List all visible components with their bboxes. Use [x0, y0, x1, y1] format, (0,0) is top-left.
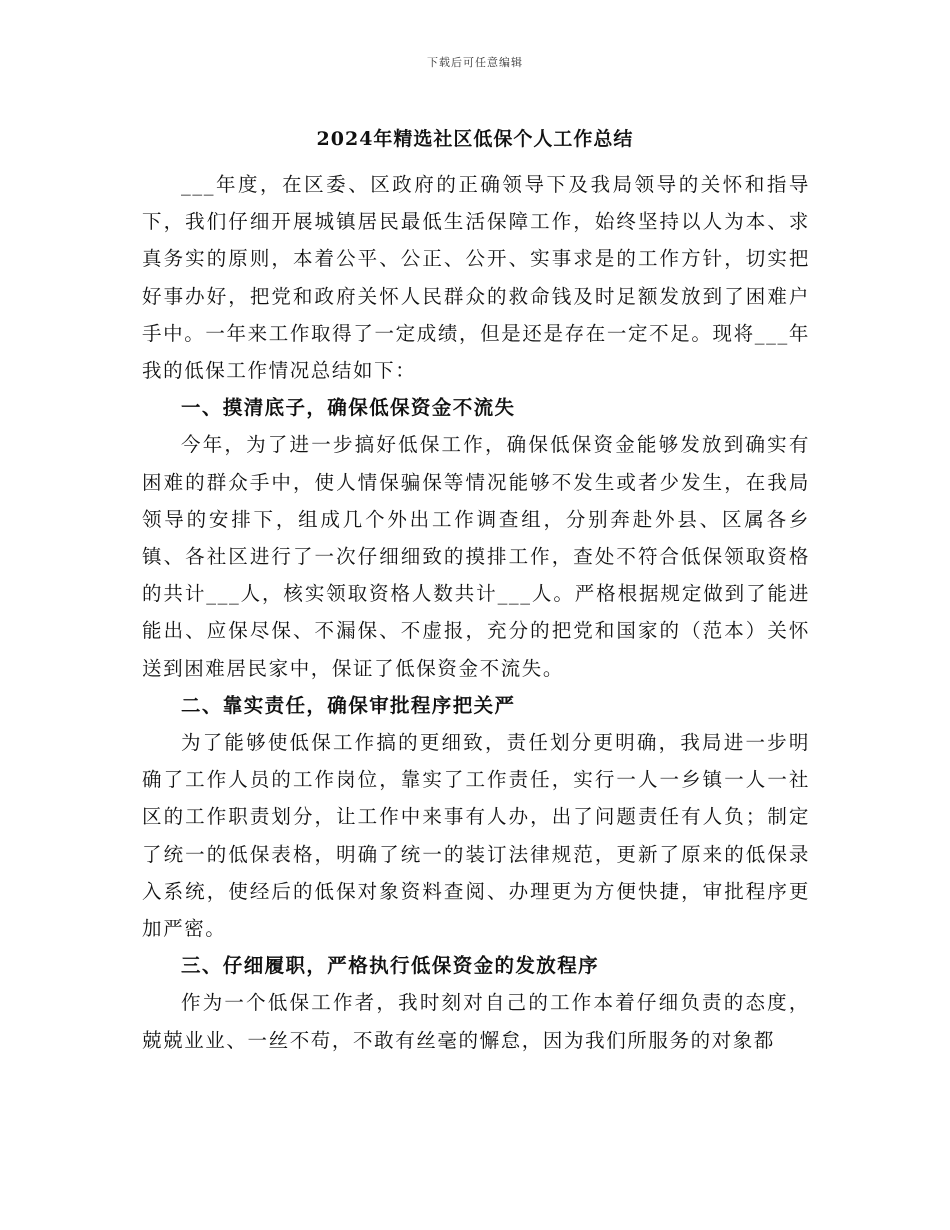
paragraph-section-1: 今年，为了进一步搞好低保工作，确保低保资金能够发放到确实有困难的群众手中，使人情保骗保等情况能够不发生或者少发生，在我局领导的安排下，组成几个外出工作调查组，分别奔赴外县、区属各乡镇、各社区进行了一次仔细细致的摸排工作，查处不符合低保领取资格的共计___人，核实领取资格人数共计___人。严格根据规定做到了能进能出、应保尽保、不漏保、不虚报，充分的把党和国家的（范本）关怀送到困难居民家中，保证了低保资金不流失。: [142, 433, 810, 680]
document-title: 2024年精选社区低保个人工作总结: [316, 128, 634, 150]
paragraph-section-2: 为了能够使低保工作搞的更细致，责任划分更明确，我局进一步明确了工作人员的工作岗位，靠实了工作责任，实行一人一乡镇一人一社区的工作职责划分，让工作中来事有人办，出了问题责任有人负；制定了统一的低保表格，明确了统一的装订法律规范，更新了原来的低保录入系统，使经后的低保对象资料查阅、办理更为方便快捷，审批程序更加严密。: [142, 731, 810, 941]
paragraph-section-3: 作为一个低保工作者，我时刻对自己的工作本着仔细负责的态度，兢兢业业、一丝不苟，不敢有丝毫的懈怠，因为我们所服务的对象都: [142, 991, 810, 1052]
section-heading-3: 三、仔细履职，严格执行低保资金的发放程序: [181, 954, 600, 978]
paragraph-intro: ___年度，在区委、区政府的正确领导下及我局领导的关怀和指导下，我们仔细开展城镇居民最低生活保障工作，始终坚持以人为本、求真务实的原则，本着公平、公正、公开、实事求是的工作方针，切实把好事办好，把党和政府关怀人民群众的救命钱及时足额发放到了困难户手中。一年来工作取得了一定成绩，但是还是存在一定不足。现将___年我的低保工作情况总结如下：: [142, 173, 810, 383]
header-note: 下载后可任意编辑: [427, 56, 523, 69]
document-body: [142, 166, 810, 1059]
section-heading-2: 二、靠实责任，确保审批程序把关严: [181, 693, 516, 717]
section-heading-1: 一、摸清底子，确保低保资金不流失: [181, 396, 516, 420]
